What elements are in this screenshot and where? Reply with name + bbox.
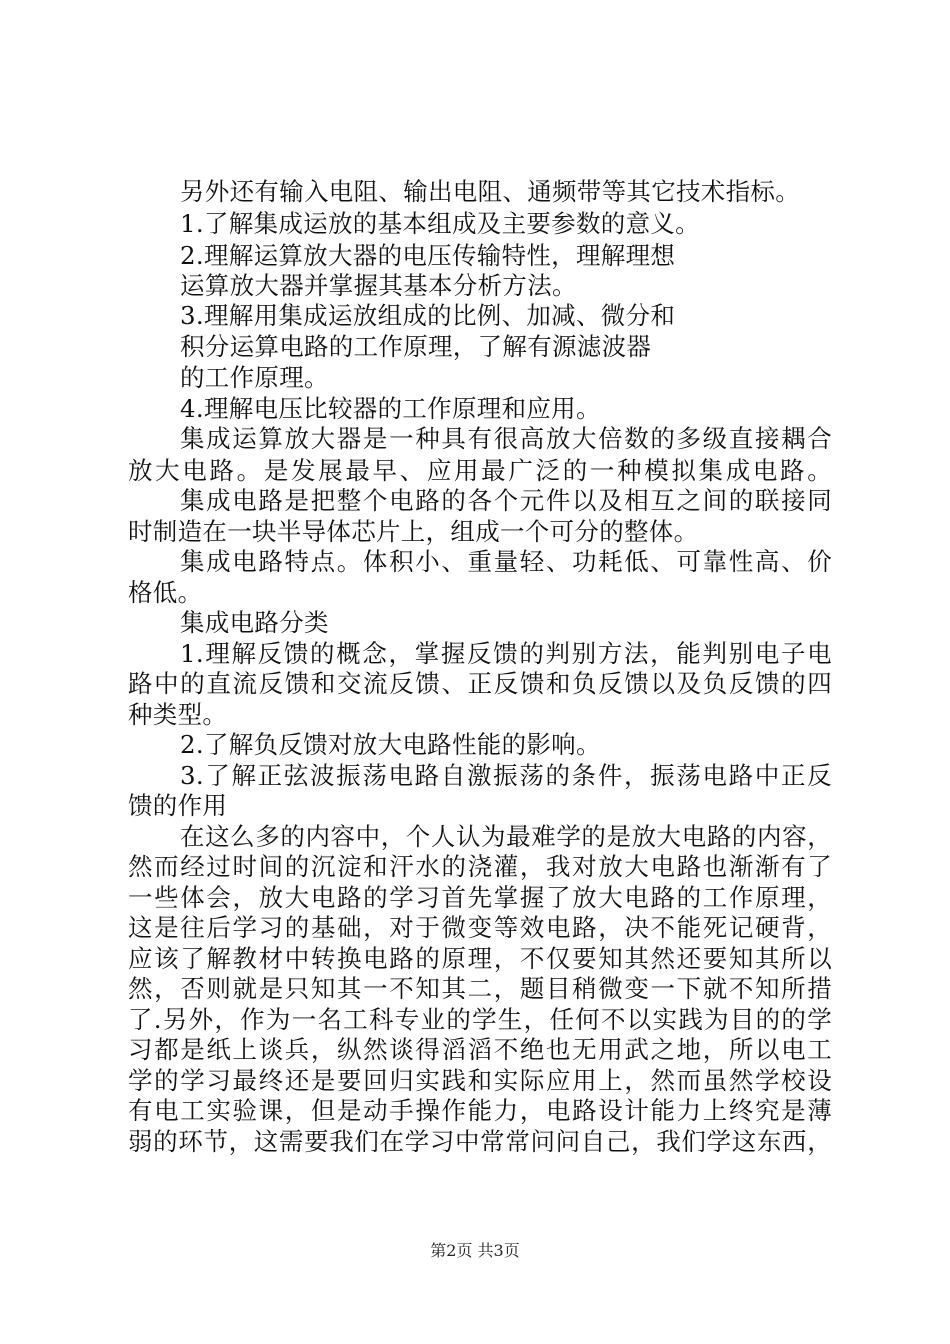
text-line: 然，否则就是只知其一不知其二，题目稍微变一下就不知所措 (128, 974, 832, 1003)
text-line: 积分运算电路的工作原理，了解有源滤波器 (180, 332, 652, 361)
text-line: 在这么多的内容中，个人认为最难学的是放大电路的内容， (180, 822, 832, 851)
text-line: 的工作原理。 (180, 363, 329, 392)
text-line: 弱的环节，这需要我们在学习中常常问问自己，我们学这东西， (128, 1127, 832, 1156)
text-line: 集成电路是把整个电路的各个元件以及相互之间的联接同 (180, 486, 832, 515)
text-line: 运算放大器并掌握其基本分析方法。 (180, 271, 577, 300)
text-line: 集成运算放大器是一种具有很高放大倍数的多级直接耦合 (180, 424, 832, 453)
text-line: 习都是纸上谈兵，纵然谈得滔滔不绝也无用武之地，所以电工 (128, 1035, 832, 1064)
text-line: 集成电路特点。体积小、重量轻、功耗低、可靠性高、价 (180, 547, 832, 576)
text-line: 格低。 (128, 578, 203, 607)
text-line: 3.理解用集成运放组成的比例、加减、微分和 (180, 301, 676, 330)
text-line: 种类型。 (128, 700, 228, 729)
text-line: 1.理解反馈的概念，掌握反馈的判别方法，能判别电子电 (180, 639, 832, 668)
text-line: 有电工实验课，但是动手操作能力，电路设计能力上终究是薄 (128, 1096, 832, 1125)
text-line: 这是往后学习的基础，对于微变等效电路，决不能死记硬背， (128, 913, 832, 942)
text-line: 馈的作用 (128, 791, 228, 820)
text-line: 4.理解电压比较器的工作原理和应用。 (180, 394, 601, 423)
text-line: 学的学习最终还是要回归实践和实际应用上，然而虽然学校设 (128, 1066, 832, 1095)
text-line: 2.了解负反馈对放大电路性能的影响。 (180, 730, 601, 759)
text-line: 1.了解集成运放的基本组成及主要参数的意义。 (180, 209, 700, 238)
text-line: 2.理解运算放大器的电压传输特性，理解理想 (180, 241, 676, 270)
text-line: 3.了解正弦波振荡电路自激振荡的条件，振荡电路中正反 (180, 761, 832, 790)
text-line: 时制造在一块半导体芯片上，组成一个可分的整体。 (128, 517, 699, 546)
text-line: 一些体会，放大电路的学习首先掌握了放大电路的工作原理， (128, 883, 832, 912)
text-line: 了.另外，作为一名工科专业的学生，任何不以实践为目的的学 (128, 1005, 832, 1034)
page-footer: 第2页 共3页 (430, 1241, 520, 1260)
text-line: 然而经过时间的沉淀和汗水的浇灌，我对放大电路也渐渐有了 (128, 852, 832, 881)
text-line: 放大电路。是发展最早、应用最广泛的一种模拟集成电路。 (128, 456, 832, 485)
text-line: 路中的直流反馈和交流反馈、正反馈和负反馈以及负反馈的四 (128, 669, 832, 698)
text-line: 应该了解教材中转换电路的原理，不仅要知其然还要知其所以 (128, 944, 832, 973)
text-line: 另外还有输入电阻、输出电阻、通频带等其它技术指标。 (180, 177, 800, 206)
text-line: 集成电路分类 (180, 608, 329, 637)
